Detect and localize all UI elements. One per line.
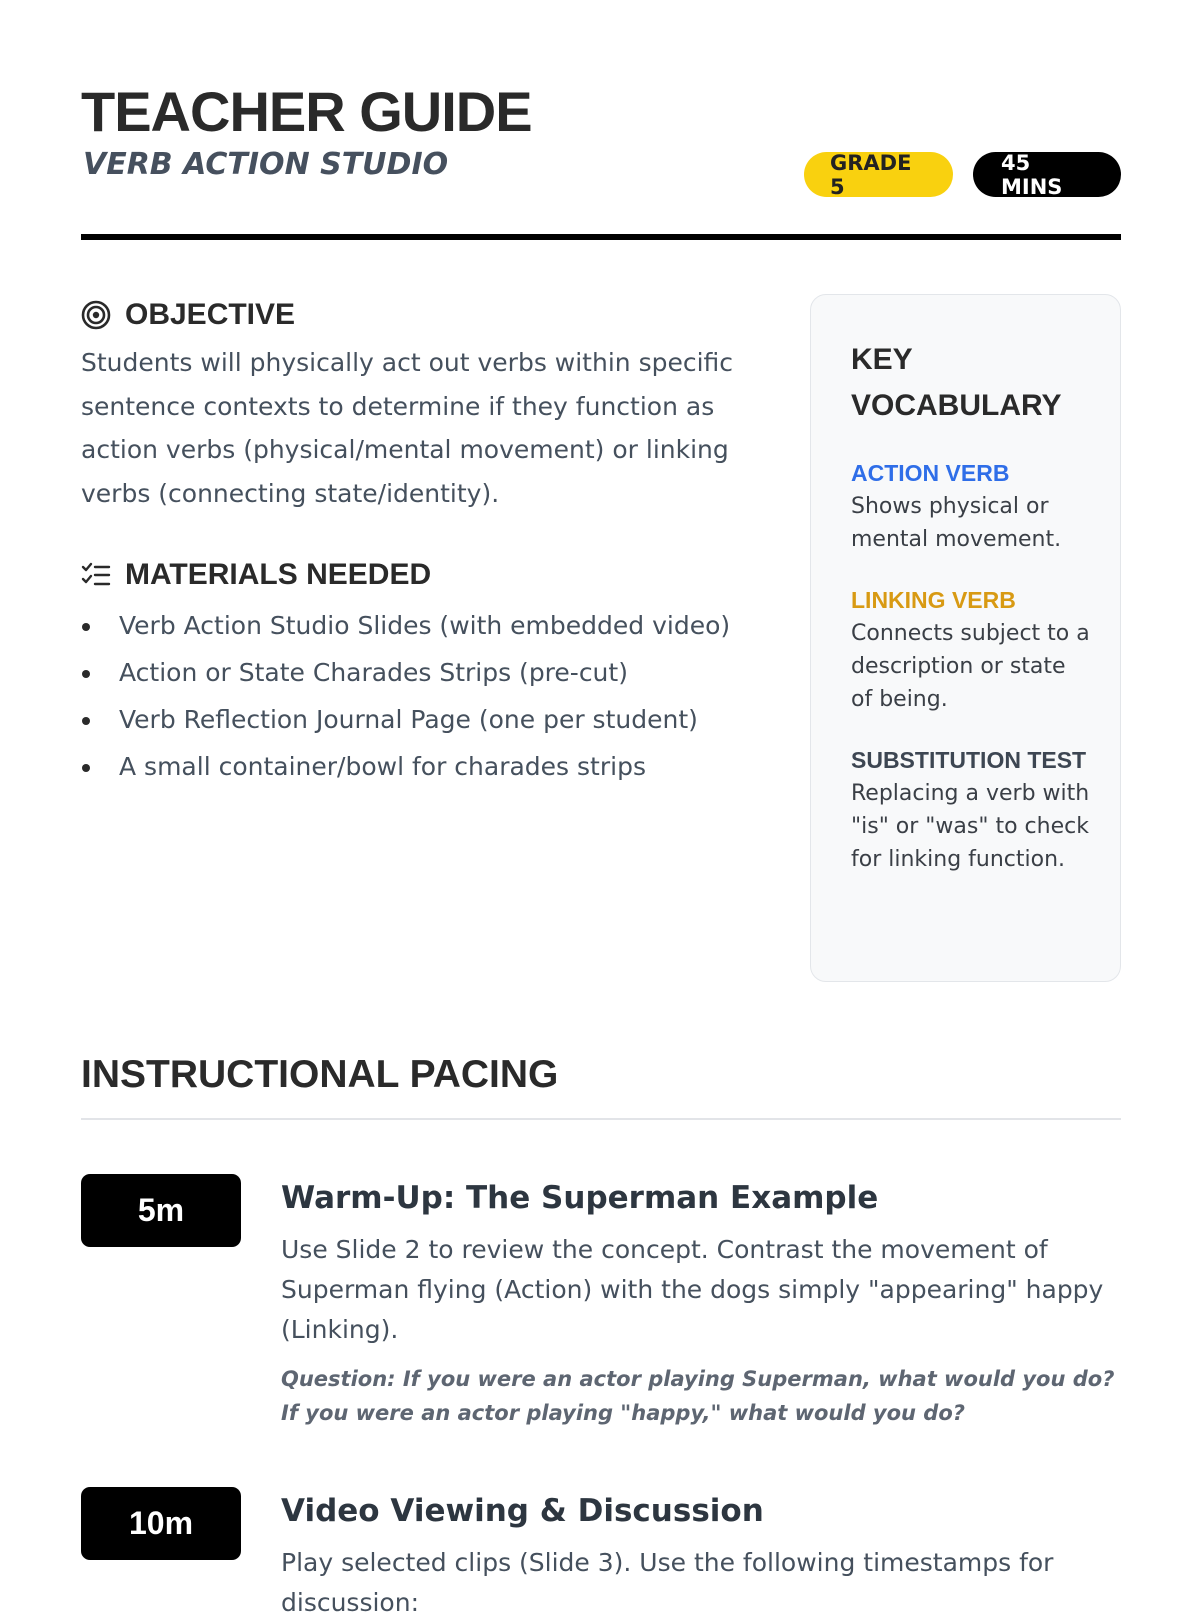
- header-divider: [81, 234, 1121, 240]
- step-description: Use Slide 2 to review the concept. Contrast the movement of Superman flying (Action) with the dogs simply "appearing" happy (Linking).: [281, 1235, 1104, 1344]
- materials-heading: [81, 558, 431, 592]
- grade-badge: GRADE 5: [804, 152, 953, 197]
- step-duration-badge: 10m: [81, 1487, 241, 1560]
- key-vocabulary-card: [810, 294, 1121, 982]
- objective-text: Students will physically act out verbs within specific sentence contexts to determine if they function as action verbs (physical/mental movement) or linking verbs (connecting state/identity).: [81, 348, 734, 508]
- step-body: [281, 1487, 1121, 1623]
- step-title: Warm-Up: The Superman Example: [281, 1180, 879, 1216]
- objective-heading-label: OBJECTIVE: [125, 298, 296, 331]
- list-item: Verb Action Studio Slides (with embedded video): [81, 602, 730, 649]
- term-definition: Connects subject to a description or state of being.: [851, 621, 1090, 712]
- badge-group: [804, 152, 1121, 197]
- duration-badge: 45 MINS: [973, 152, 1121, 197]
- objective-heading: [81, 298, 295, 332]
- materials-heading-label: MATERIALS NEEDED: [125, 558, 432, 591]
- target-icon: [81, 300, 111, 330]
- list-item: Action or State Charades Strips (pre-cut): [81, 649, 730, 696]
- step-title: Video Viewing & Discussion: [281, 1493, 764, 1529]
- step-description: Play selected clips (Slide 3). Use the following timestamps for discussion:: [281, 1548, 1054, 1617]
- vocab-term-substitution-test: [851, 744, 1091, 876]
- step-question: Question: If you were an actor playing Superman, what would you do? If you were an actor playing "happy," what would you do?: [281, 1367, 1115, 1425]
- pacing-divider: [81, 1118, 1121, 1120]
- teacher-guide-page: [81, 0, 1121, 1617]
- vocabulary-heading: KEY VOCABULARY: [851, 343, 1062, 422]
- term-name: ACTION VERB: [851, 460, 1010, 486]
- term-name: LINKING VERB: [851, 587, 1016, 613]
- list-item: A small container/bowl for charades strips: [81, 743, 730, 790]
- lesson-subtitle: VERB ACTION STUDIO: [83, 147, 449, 182]
- vocab-term-action-verb: [851, 457, 1091, 556]
- materials-list: [81, 602, 730, 790]
- page-title: TEACHER GUIDE: [81, 80, 532, 143]
- checklist-icon: [81, 560, 111, 590]
- list-item: Verb Reflection Journal Page (one per student): [81, 696, 730, 743]
- step-duration-badge: 5m: [81, 1174, 241, 1247]
- term-definition: Replacing a verb with "is" or "was" to check for linking function.: [851, 781, 1090, 872]
- pacing-heading: INSTRUCTIONAL PACING: [81, 1053, 559, 1096]
- term-name: SUBSTITUTION TEST: [851, 747, 1087, 773]
- term-definition: Shows physical or mental movement.: [851, 494, 1062, 552]
- step-body: [281, 1174, 1121, 1430]
- vocab-term-linking-verb: [851, 584, 1091, 716]
